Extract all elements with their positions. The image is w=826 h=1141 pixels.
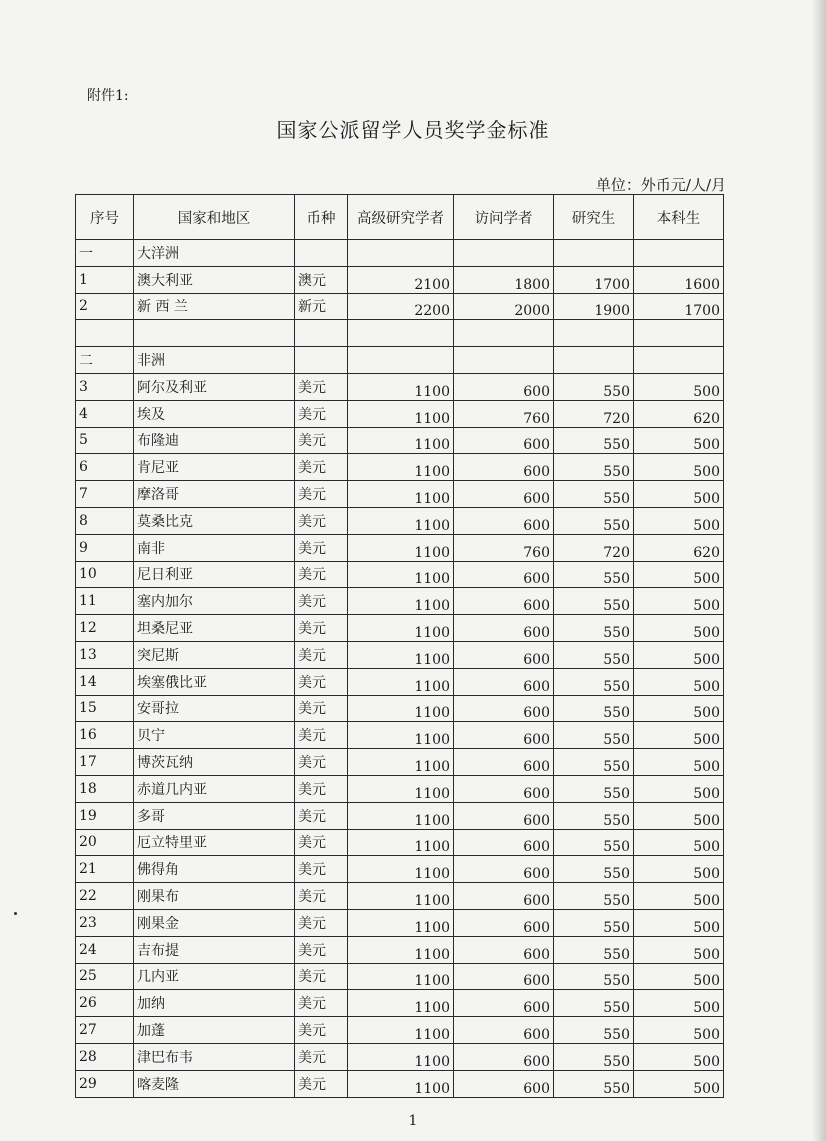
currency bbox=[295, 240, 348, 267]
table-header-row bbox=[76, 195, 724, 240]
currency: 新元 bbox=[295, 293, 348, 320]
table-row bbox=[76, 963, 724, 990]
visiting-scholar-amount: 600 bbox=[454, 856, 554, 883]
undergraduate-amount: 500 bbox=[634, 1043, 724, 1070]
row-number: 二 bbox=[76, 347, 134, 374]
graduate-amount: 550 bbox=[554, 641, 634, 668]
undergraduate-amount: 500 bbox=[634, 936, 724, 963]
table-row bbox=[76, 936, 724, 963]
row-number: 18 bbox=[76, 775, 134, 802]
table-row bbox=[76, 722, 724, 749]
country-name: 津巴布韦 bbox=[134, 1043, 295, 1070]
senior-scholar-amount: 2100 bbox=[348, 266, 454, 293]
undergraduate-amount: 500 bbox=[634, 561, 724, 588]
visiting-scholar-amount: 600 bbox=[454, 481, 554, 508]
undergraduate-amount: 500 bbox=[634, 615, 724, 642]
section-row bbox=[76, 347, 724, 374]
undergraduate-amount: 500 bbox=[634, 454, 724, 481]
graduate-amount: 550 bbox=[554, 454, 634, 481]
graduate-amount: 720 bbox=[554, 400, 634, 427]
currency: 美元 bbox=[295, 534, 348, 561]
currency: 美元 bbox=[295, 883, 348, 910]
graduate-amount: 550 bbox=[554, 1070, 634, 1097]
country-name: 多哥 bbox=[134, 802, 295, 829]
undergraduate-amount: 500 bbox=[634, 775, 724, 802]
graduate-amount: 550 bbox=[554, 481, 634, 508]
graduate-amount: 550 bbox=[554, 856, 634, 883]
graduate-amount bbox=[554, 240, 634, 267]
undergraduate-amount: 620 bbox=[634, 534, 724, 561]
row-number: 2 bbox=[76, 293, 134, 320]
undergraduate-amount bbox=[634, 320, 724, 347]
country-name: 埃及 bbox=[134, 400, 295, 427]
senior-scholar-amount: 1100 bbox=[348, 749, 454, 776]
row-number: 6 bbox=[76, 454, 134, 481]
country-name: 喀麦隆 bbox=[134, 1070, 295, 1097]
row-number: 22 bbox=[76, 883, 134, 910]
currency: 美元 bbox=[295, 1070, 348, 1097]
row-number: 14 bbox=[76, 668, 134, 695]
visiting-scholar-amount: 600 bbox=[454, 615, 554, 642]
document-title: 国家公派留学人员奖学金标准 bbox=[276, 118, 550, 142]
undergraduate-amount: 500 bbox=[634, 829, 724, 856]
visiting-scholar-amount: 600 bbox=[454, 1070, 554, 1097]
visiting-scholar-amount: 600 bbox=[454, 668, 554, 695]
visiting-scholar-amount: 600 bbox=[454, 749, 554, 776]
visiting-scholar-amount: 600 bbox=[454, 507, 554, 534]
senior-scholar-amount: 1100 bbox=[348, 1070, 454, 1097]
table-row bbox=[76, 909, 724, 936]
currency: 美元 bbox=[295, 561, 348, 588]
undergraduate-amount: 500 bbox=[634, 990, 724, 1017]
currency: 美元 bbox=[295, 856, 348, 883]
senior-scholar-amount: 1100 bbox=[348, 400, 454, 427]
table-row bbox=[76, 775, 724, 802]
country-name: 刚果布 bbox=[134, 883, 295, 910]
graduate-amount: 1900 bbox=[554, 293, 634, 320]
country-name: 布隆迪 bbox=[134, 427, 295, 454]
graduate-amount: 550 bbox=[554, 373, 634, 400]
visiting-scholar-amount bbox=[454, 240, 554, 267]
senior-scholar-amount: 1100 bbox=[348, 856, 454, 883]
senior-scholar-amount: 1100 bbox=[348, 561, 454, 588]
graduate-amount: 550 bbox=[554, 615, 634, 642]
table-row bbox=[76, 454, 724, 481]
header-graduate: 研究生 bbox=[554, 195, 634, 240]
row-number: 29 bbox=[76, 1070, 134, 1097]
visiting-scholar-amount bbox=[454, 320, 554, 347]
undergraduate-amount: 500 bbox=[634, 507, 724, 534]
row-number: 23 bbox=[76, 909, 134, 936]
graduate-amount: 550 bbox=[554, 1017, 634, 1044]
visiting-scholar-amount: 760 bbox=[454, 400, 554, 427]
graduate-amount: 550 bbox=[554, 722, 634, 749]
header-country: 国家和地区 bbox=[134, 195, 295, 240]
row-number: 25 bbox=[76, 963, 134, 990]
row-number: 12 bbox=[76, 615, 134, 642]
country-name: 大洋洲 bbox=[134, 240, 295, 267]
senior-scholar-amount: 1100 bbox=[348, 802, 454, 829]
currency: 美元 bbox=[295, 936, 348, 963]
table-row bbox=[76, 293, 724, 320]
visiting-scholar-amount: 600 bbox=[454, 454, 554, 481]
country-name bbox=[134, 320, 295, 347]
country-name: 佛得角 bbox=[134, 856, 295, 883]
table-row bbox=[76, 990, 724, 1017]
row-number: 1 bbox=[76, 266, 134, 293]
table-row bbox=[76, 1017, 724, 1044]
undergraduate-amount: 500 bbox=[634, 641, 724, 668]
table-row bbox=[76, 641, 724, 668]
currency: 美元 bbox=[295, 749, 348, 776]
country-name: 坦桑尼亚 bbox=[134, 615, 295, 642]
country-name: 尼日利亚 bbox=[134, 561, 295, 588]
graduate-amount: 550 bbox=[554, 883, 634, 910]
row-number: 16 bbox=[76, 722, 134, 749]
country-name: 新 西 兰 bbox=[134, 293, 295, 320]
header-currency: 币种 bbox=[295, 195, 348, 240]
scholarship-table bbox=[75, 194, 724, 1098]
senior-scholar-amount: 1100 bbox=[348, 883, 454, 910]
currency: 美元 bbox=[295, 1017, 348, 1044]
senior-scholar-amount: 1100 bbox=[348, 1043, 454, 1070]
senior-scholar-amount: 1100 bbox=[348, 829, 454, 856]
row-number: 21 bbox=[76, 856, 134, 883]
currency: 美元 bbox=[295, 454, 348, 481]
currency: 美元 bbox=[295, 615, 348, 642]
visiting-scholar-amount: 600 bbox=[454, 1017, 554, 1044]
graduate-amount: 550 bbox=[554, 588, 634, 615]
country-name: 非洲 bbox=[134, 347, 295, 374]
undergraduate-amount: 500 bbox=[634, 427, 724, 454]
visiting-scholar-amount: 600 bbox=[454, 990, 554, 1017]
row-number: 28 bbox=[76, 1043, 134, 1070]
country-name: 贝宁 bbox=[134, 722, 295, 749]
table-row bbox=[76, 534, 724, 561]
senior-scholar-amount: 1100 bbox=[348, 668, 454, 695]
graduate-amount: 550 bbox=[554, 507, 634, 534]
row-number: 一 bbox=[76, 240, 134, 267]
undergraduate-amount: 500 bbox=[634, 588, 724, 615]
currency: 美元 bbox=[295, 695, 348, 722]
country-name: 赤道几内亚 bbox=[134, 775, 295, 802]
header-senior-scholar: 高级研究学者 bbox=[348, 195, 454, 240]
row-number: 10 bbox=[76, 561, 134, 588]
visiting-scholar-amount: 2000 bbox=[454, 293, 554, 320]
table-row bbox=[76, 507, 724, 534]
country-name: 加蓬 bbox=[134, 1017, 295, 1044]
currency: 澳元 bbox=[295, 266, 348, 293]
row-number: 26 bbox=[76, 990, 134, 1017]
senior-scholar-amount: 1100 bbox=[348, 775, 454, 802]
country-name: 莫桑比克 bbox=[134, 507, 295, 534]
currency: 美元 bbox=[295, 400, 348, 427]
senior-scholar-amount: 1100 bbox=[348, 454, 454, 481]
header-no: 序号 bbox=[76, 195, 134, 240]
table-row bbox=[76, 266, 724, 293]
visiting-scholar-amount: 1800 bbox=[454, 266, 554, 293]
table-body bbox=[76, 240, 724, 1098]
country-name: 肯尼亚 bbox=[134, 454, 295, 481]
currency: 美元 bbox=[295, 668, 348, 695]
table-row bbox=[76, 802, 724, 829]
visiting-scholar-amount: 600 bbox=[454, 1043, 554, 1070]
currency: 美元 bbox=[295, 427, 348, 454]
graduate-amount: 550 bbox=[554, 990, 634, 1017]
undergraduate-amount: 500 bbox=[634, 373, 724, 400]
country-name: 突尼斯 bbox=[134, 641, 295, 668]
undergraduate-amount: 500 bbox=[634, 695, 724, 722]
row-number: 27 bbox=[76, 1017, 134, 1044]
senior-scholar-amount: 1100 bbox=[348, 588, 454, 615]
currency: 美元 bbox=[295, 775, 348, 802]
currency: 美元 bbox=[295, 641, 348, 668]
visiting-scholar-amount: 600 bbox=[454, 936, 554, 963]
visiting-scholar-amount: 600 bbox=[454, 963, 554, 990]
undergraduate-amount: 500 bbox=[634, 802, 724, 829]
graduate-amount: 550 bbox=[554, 909, 634, 936]
row-number: 5 bbox=[76, 427, 134, 454]
visiting-scholar-amount: 600 bbox=[454, 695, 554, 722]
undergraduate-amount: 500 bbox=[634, 749, 724, 776]
senior-scholar-amount: 1100 bbox=[348, 373, 454, 400]
visiting-scholar-amount bbox=[454, 347, 554, 374]
undergraduate-amount: 500 bbox=[634, 1070, 724, 1097]
table-row bbox=[76, 1043, 724, 1070]
senior-scholar-amount: 1100 bbox=[348, 722, 454, 749]
undergraduate-amount bbox=[634, 240, 724, 267]
visiting-scholar-amount: 600 bbox=[454, 561, 554, 588]
country-name: 阿尔及利亚 bbox=[134, 373, 295, 400]
visiting-scholar-amount: 600 bbox=[454, 802, 554, 829]
senior-scholar-amount: 1100 bbox=[348, 963, 454, 990]
row-number: 13 bbox=[76, 641, 134, 668]
senior-scholar-amount: 1100 bbox=[348, 534, 454, 561]
graduate-amount: 550 bbox=[554, 749, 634, 776]
undergraduate-amount: 1700 bbox=[634, 293, 724, 320]
currency: 美元 bbox=[295, 963, 348, 990]
graduate-amount: 550 bbox=[554, 427, 634, 454]
table-row bbox=[76, 668, 724, 695]
senior-scholar-amount bbox=[348, 240, 454, 267]
graduate-amount: 550 bbox=[554, 695, 634, 722]
undergraduate-amount: 500 bbox=[634, 909, 724, 936]
graduate-amount: 550 bbox=[554, 561, 634, 588]
visiting-scholar-amount: 600 bbox=[454, 883, 554, 910]
undergraduate-amount: 500 bbox=[634, 1017, 724, 1044]
scan-edge-shadow bbox=[812, 0, 826, 1141]
row-number: 15 bbox=[76, 695, 134, 722]
senior-scholar-amount: 1100 bbox=[348, 1017, 454, 1044]
currency bbox=[295, 320, 348, 347]
senior-scholar-amount: 1100 bbox=[348, 695, 454, 722]
row-number: 11 bbox=[76, 588, 134, 615]
undergraduate-amount: 500 bbox=[634, 883, 724, 910]
row-number: 20 bbox=[76, 829, 134, 856]
senior-scholar-amount bbox=[348, 320, 454, 347]
row-number: 17 bbox=[76, 749, 134, 776]
currency: 美元 bbox=[295, 802, 348, 829]
visiting-scholar-amount: 600 bbox=[454, 588, 554, 615]
currency: 美元 bbox=[295, 722, 348, 749]
table-row bbox=[76, 856, 724, 883]
row-number: 9 bbox=[76, 534, 134, 561]
graduate-amount: 550 bbox=[554, 668, 634, 695]
graduate-amount: 550 bbox=[554, 963, 634, 990]
unit-note: 单位：外币元/人/月 bbox=[595, 176, 726, 194]
graduate-amount: 550 bbox=[554, 936, 634, 963]
table-row bbox=[76, 588, 724, 615]
undergraduate-amount: 620 bbox=[634, 400, 724, 427]
country-name: 博茨瓦纳 bbox=[134, 749, 295, 776]
undergraduate-amount: 500 bbox=[634, 668, 724, 695]
graduate-amount: 550 bbox=[554, 1043, 634, 1070]
row-number: 19 bbox=[76, 802, 134, 829]
graduate-amount bbox=[554, 320, 634, 347]
undergraduate-amount: 1600 bbox=[634, 266, 724, 293]
country-name: 澳大利亚 bbox=[134, 266, 295, 293]
country-name: 几内亚 bbox=[134, 963, 295, 990]
table-row bbox=[76, 561, 724, 588]
header-visiting-scholar: 访问学者 bbox=[454, 195, 554, 240]
graduate-amount: 1700 bbox=[554, 266, 634, 293]
country-name: 厄立特里亚 bbox=[134, 829, 295, 856]
undergraduate-amount: 500 bbox=[634, 856, 724, 883]
table-row bbox=[76, 427, 724, 454]
visiting-scholar-amount: 600 bbox=[454, 373, 554, 400]
country-name: 刚果金 bbox=[134, 909, 295, 936]
senior-scholar-amount: 1100 bbox=[348, 990, 454, 1017]
country-name: 塞内加尔 bbox=[134, 588, 295, 615]
undergraduate-amount bbox=[634, 347, 724, 374]
country-name: 南非 bbox=[134, 534, 295, 561]
visiting-scholar-amount: 600 bbox=[454, 722, 554, 749]
table-row bbox=[76, 883, 724, 910]
currency bbox=[295, 347, 348, 374]
visiting-scholar-amount: 600 bbox=[454, 641, 554, 668]
currency: 美元 bbox=[295, 1043, 348, 1070]
row-number bbox=[76, 320, 134, 347]
undergraduate-amount: 500 bbox=[634, 722, 724, 749]
currency: 美元 bbox=[295, 909, 348, 936]
visiting-scholar-amount: 600 bbox=[454, 427, 554, 454]
country-name: 安哥拉 bbox=[134, 695, 295, 722]
senior-scholar-amount: 1100 bbox=[348, 507, 454, 534]
table-row bbox=[76, 400, 724, 427]
senior-scholar-amount: 1100 bbox=[348, 641, 454, 668]
senior-scholar-amount: 2200 bbox=[348, 293, 454, 320]
page-number: 1 bbox=[408, 1113, 418, 1129]
row-number: 24 bbox=[76, 936, 134, 963]
graduate-amount: 550 bbox=[554, 829, 634, 856]
row-number: 8 bbox=[76, 507, 134, 534]
currency: 美元 bbox=[295, 829, 348, 856]
graduate-amount: 550 bbox=[554, 802, 634, 829]
senior-scholar-amount bbox=[348, 347, 454, 374]
senior-scholar-amount: 1100 bbox=[348, 481, 454, 508]
header-undergraduate: 本科生 bbox=[634, 195, 724, 240]
country-name: 加纳 bbox=[134, 990, 295, 1017]
attachment-label: 附件1: bbox=[87, 88, 129, 104]
currency: 美元 bbox=[295, 373, 348, 400]
senior-scholar-amount: 1100 bbox=[348, 615, 454, 642]
visiting-scholar-amount: 600 bbox=[454, 829, 554, 856]
table-row bbox=[76, 615, 724, 642]
graduate-amount: 720 bbox=[554, 534, 634, 561]
country-name: 吉布提 bbox=[134, 936, 295, 963]
senior-scholar-amount: 1100 bbox=[348, 936, 454, 963]
section-row bbox=[76, 240, 724, 267]
currency: 美元 bbox=[295, 588, 348, 615]
visiting-scholar-amount: 600 bbox=[454, 775, 554, 802]
table-row bbox=[76, 1070, 724, 1097]
table-row bbox=[76, 749, 724, 776]
blank-row bbox=[76, 320, 724, 347]
country-name: 埃塞俄比亚 bbox=[134, 668, 295, 695]
senior-scholar-amount: 1100 bbox=[348, 427, 454, 454]
currency: 美元 bbox=[295, 481, 348, 508]
table-row bbox=[76, 829, 724, 856]
table-row bbox=[76, 481, 724, 508]
row-number: 4 bbox=[76, 400, 134, 427]
row-number: 3 bbox=[76, 373, 134, 400]
graduate-amount: 550 bbox=[554, 775, 634, 802]
graduate-amount bbox=[554, 347, 634, 374]
country-name: 摩洛哥 bbox=[134, 481, 295, 508]
row-number: 7 bbox=[76, 481, 134, 508]
currency: 美元 bbox=[295, 507, 348, 534]
undergraduate-amount: 500 bbox=[634, 963, 724, 990]
table-row bbox=[76, 373, 724, 400]
table-row bbox=[76, 695, 724, 722]
senior-scholar-amount: 1100 bbox=[348, 909, 454, 936]
visiting-scholar-amount: 600 bbox=[454, 909, 554, 936]
undergraduate-amount: 500 bbox=[634, 481, 724, 508]
currency: 美元 bbox=[295, 990, 348, 1017]
scan-speck bbox=[14, 912, 17, 915]
visiting-scholar-amount: 760 bbox=[454, 534, 554, 561]
